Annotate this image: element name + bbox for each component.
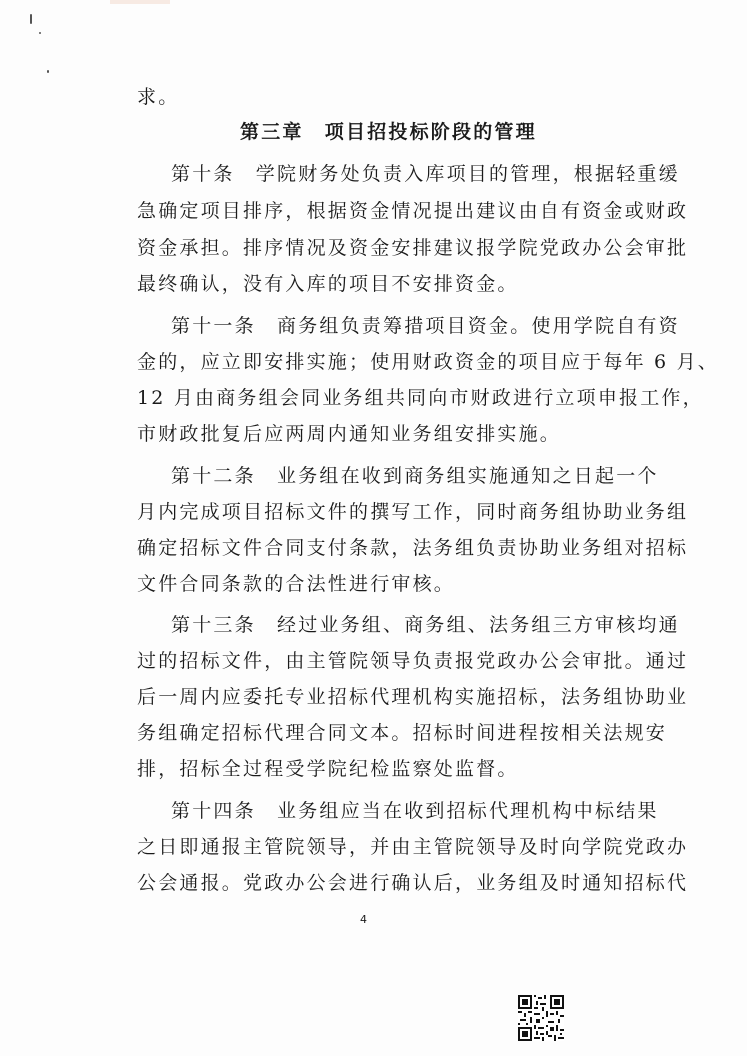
article-11-line: 第十一条 商务组负责筹措项目资金。使用学院自有资 xyxy=(171,315,680,337)
scan-speck xyxy=(39,32,41,34)
article-12-line: 确定招标文件合同支付条款，法务组负责协助业务组对招标 xyxy=(137,537,689,559)
article-11-line: 金的，应立即安排实施；使用财政资金的项目应于每年 6 月、 xyxy=(137,351,719,373)
body-line: 求。 xyxy=(137,86,180,108)
article-14-line: 第十四条 业务组应当在收到招标代理机构中标结果 xyxy=(171,800,659,822)
article-10-line: 第十条 学院财务处负责入库项目的管理，根据轻重缓 xyxy=(171,163,680,185)
article-13-line: 后一周内应委托专业招标代理机构实施招标，法务组协助业 xyxy=(137,686,689,708)
article-12-line: 月内完成项目招标文件的撰写工作，同时商务组协助业务组 xyxy=(137,501,689,523)
scan-artifact xyxy=(110,0,170,4)
article-13-line: 第十三条 经过业务组、商务组、法务组三方审核均通 xyxy=(171,614,680,636)
article-10-line: 最终确认，没有入库的项目不安排资金。 xyxy=(137,273,519,295)
article-10-line: 急确定项目排序，根据资金情况提出建议由自有资金或财政 xyxy=(137,200,689,222)
scan-speck xyxy=(30,14,32,24)
article-10-line: 资金承担。排序情况及资金安排建议报学院党政办公会审批 xyxy=(137,237,689,259)
chapter-heading: 第三章 项目招投标阶段的管理 xyxy=(240,121,537,143)
article-11-line: 市财政批复后应两周内通知业务组安排实施。 xyxy=(137,423,562,445)
article-12-line: 文件合同条款的合法性进行审核。 xyxy=(137,573,456,595)
article-14-line: 公会通报。党政办公会进行确认后，业务组及时通知招标代 xyxy=(137,872,689,894)
article-13-line: 排，招标全过程受学院纪检监察处监督。 xyxy=(137,758,519,780)
article-13-line: 务组确定招标代理合同文本。招标时间进程按相关法规安 xyxy=(137,722,668,744)
article-14-line: 之日即通报主管院领导，并由主管院领导及时向学院党政办 xyxy=(137,836,689,858)
scan-speck xyxy=(47,70,49,73)
article-13-line: 过的招标文件，由主管院领导负责报党政办公会审批。通过 xyxy=(137,650,689,672)
page-number: 4 xyxy=(360,913,367,926)
article-11-line: 12 月由商务组会同业务组共同向市财政进行立项申报工作， xyxy=(137,387,704,409)
qr-code-icon xyxy=(518,995,564,1041)
article-12-line: 第十二条 业务组在收到商务组实施通知之日起一个 xyxy=(171,465,659,487)
